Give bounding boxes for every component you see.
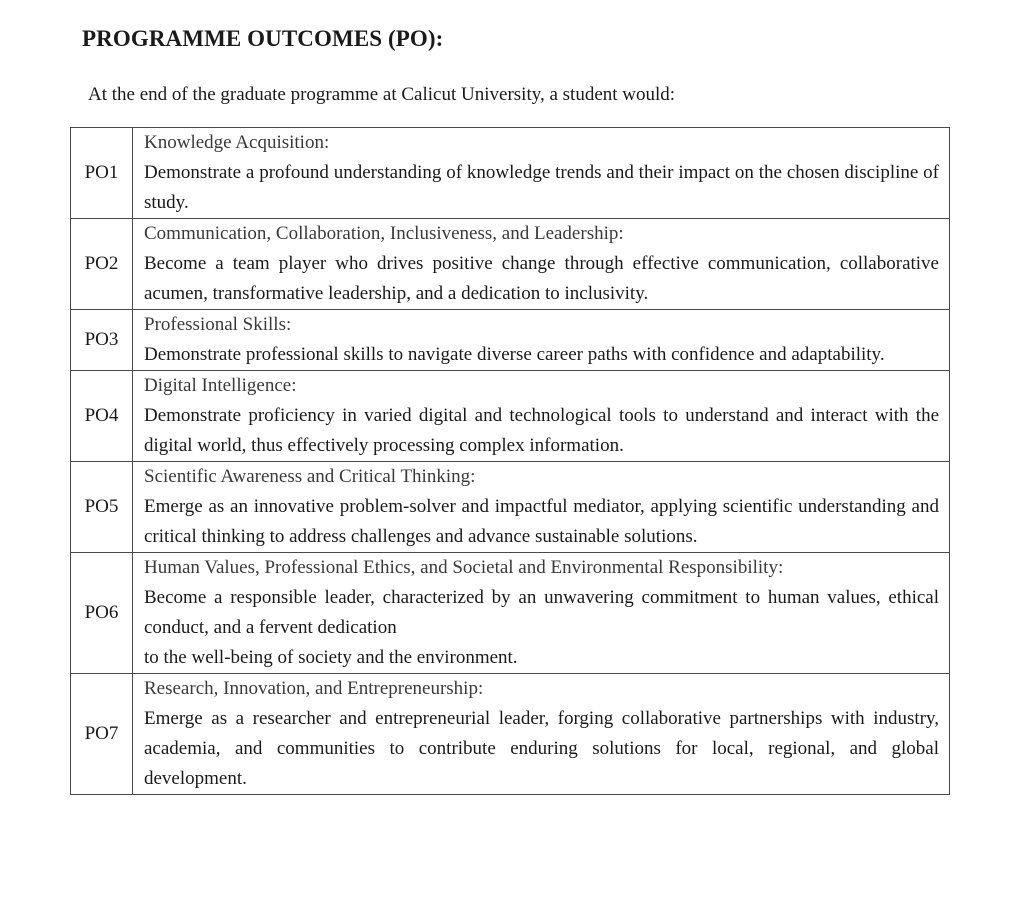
table-row [71,371,950,462]
outcome-code: PO2 [71,219,133,310]
outcome-description: Become a responsible leader, characterized by an unwavering commitment to human values, ethical conduct, and a fervent dedication to the well-being of society and the environment. [144,587,939,668]
table-row [71,128,950,219]
outcome-title: Communication, Collaboration, Inclusiveness, and Leadership: [144,223,624,244]
outcome-description: Demonstrate a profound understanding of knowledge trends and their impact on the chosen discipline of study. [144,162,939,213]
outcome-code: PO7 [71,674,133,795]
outcome-code: PO6 [71,553,133,674]
outcome-description: Become a team player who drives positive change through effective communication, collaborative acumen, transformative leadership, and a dedication to inclusivity. [144,253,939,304]
table-row [71,674,950,795]
outcome-description: Emerge as a researcher and entrepreneurial leader, forging collaborative partnerships with industry, academia, and communities to contribute enduring solutions for local, regional, and global development. [144,708,939,789]
outcome-cell [133,553,950,674]
outcome-cell [133,674,950,795]
table-row [71,553,950,674]
table-row [71,310,950,371]
outcome-title: Knowledge Acquisition: [144,132,330,153]
outcome-cell [133,128,950,219]
outcome-code: PO3 [71,310,133,371]
outcome-title: Digital Intelligence: [144,375,297,396]
outcome-cell [133,310,950,371]
outcome-code: PO1 [71,128,133,219]
table-row [71,219,950,310]
outcome-title: Professional Skills: [144,314,292,335]
table-row [71,462,950,553]
outcome-cell [133,219,950,310]
outcome-title: Scientific Awareness and Critical Thinking: [144,466,476,487]
outcome-code: PO4 [71,371,133,462]
outcome-title: Human Values, Professional Ethics, and Societal and Environmental Responsibility: [144,557,784,578]
intro-text: At the end of the graduate programme at Calicut University, a student would: [88,84,676,105]
outcome-code: PO5 [71,462,133,553]
outcome-cell [133,462,950,553]
outcome-description: Demonstrate professional skills to navigate diverse career paths with confidence and adaptability. [144,344,885,365]
page-title: PROGRAMME OUTCOMES (PO): [82,26,444,51]
outcome-description: Demonstrate proficiency in varied digital and technological tools to understand and interact with the digital world, thus effectively processing complex information. [144,405,939,456]
outcome-description: Emerge as an innovative problem-solver and impactful mediator, applying scientific understanding and critical thinking to address challenges and advance sustainable solutions. [144,496,939,547]
outcome-cell [133,371,950,462]
outcomes-table [70,127,950,795]
outcome-title: Research, Innovation, and Entrepreneurship: [144,678,484,699]
